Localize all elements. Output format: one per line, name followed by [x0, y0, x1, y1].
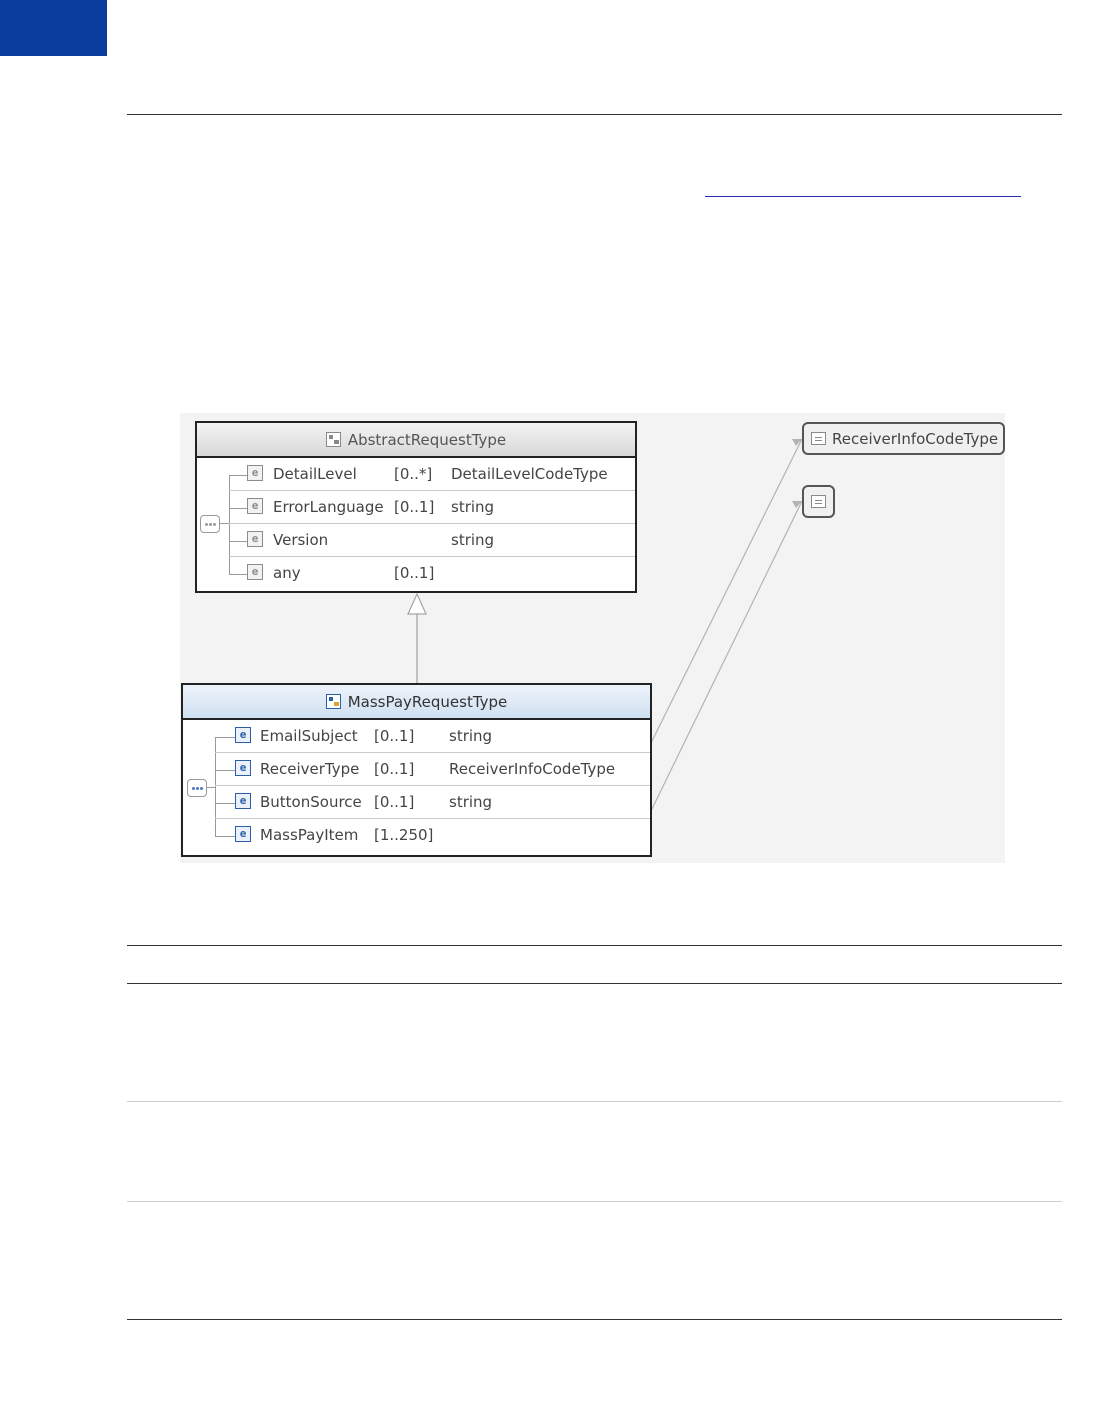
masspay-request-type-header	[183, 685, 650, 719]
abstract-row-version[interactable]	[229, 524, 635, 557]
element-type: string	[451, 498, 495, 516]
table-bottom-rule	[127, 1319, 1062, 1320]
inheritance-arrowhead	[408, 594, 426, 614]
table-row-divider	[127, 1101, 1062, 1102]
anonymous-simple-type-box[interactable]	[802, 485, 835, 518]
element-type: ReceiverInfoCodeType	[449, 760, 616, 778]
sequence-icon	[200, 515, 220, 533]
complex-type-icon	[326, 432, 341, 447]
element-icon: e	[235, 826, 251, 842]
simple-type-icon	[811, 432, 826, 445]
element-cardinality: [0..1]	[374, 727, 415, 745]
wildcard-element-icon: e	[247, 564, 263, 580]
tree-stub	[206, 787, 215, 788]
abstract-request-type-title: AbstractRequestType	[347, 430, 507, 449]
sequence-icon	[187, 779, 207, 797]
element-cardinality: [0..1]	[374, 760, 415, 778]
masspay-row-masspayitem[interactable]	[215, 819, 650, 852]
element-type: DetailLevelCodeType	[451, 465, 608, 483]
element-name: DetailLevel	[273, 465, 357, 483]
element-type: string	[451, 531, 495, 549]
simple-type-icon	[811, 495, 826, 508]
table-header-rule	[127, 983, 1062, 984]
element-cardinality: [0..1]	[394, 498, 435, 516]
element-icon: e	[235, 760, 251, 776]
abstract-row-any[interactable]	[229, 557, 635, 590]
masspay-request-type-title: MassPayRequestType	[347, 692, 508, 711]
element-icon: e	[247, 498, 263, 514]
element-name: ReceiverType	[260, 760, 360, 778]
element-name: EmailSubject	[260, 727, 358, 745]
masspayitem-connector	[651, 501, 802, 811]
receivertype-connector	[651, 439, 802, 743]
masspay-row-buttonsource[interactable]	[215, 786, 650, 819]
element-name: ButtonSource	[260, 793, 362, 811]
element-type: string	[449, 727, 493, 745]
tree-stub	[220, 523, 229, 524]
element-name: any	[273, 564, 301, 582]
receiver-info-code-type-label: ReceiverInfoCodeType	[832, 429, 999, 448]
receiver-info-code-type-box[interactable]	[802, 422, 1005, 455]
element-icon: e	[247, 531, 263, 547]
element-cardinality: [0..1]	[394, 564, 435, 582]
masspay-row-receivertype[interactable]	[215, 753, 650, 786]
element-icon: e	[235, 793, 251, 809]
table-row-divider	[127, 1201, 1062, 1202]
complex-type-icon	[326, 694, 341, 709]
element-icon: e	[247, 465, 263, 481]
header-rule	[127, 114, 1062, 115]
link-underline[interactable]	[705, 196, 1021, 197]
header-tab	[0, 0, 107, 56]
element-cardinality: [0..*]	[394, 465, 433, 483]
schema-diagram	[180, 413, 1005, 863]
element-cardinality: [0..1]	[374, 793, 415, 811]
masspay-request-type-box[interactable]	[181, 683, 652, 857]
element-icon: e	[235, 727, 251, 743]
element-type: string	[449, 793, 493, 811]
element-cardinality: [1..250]	[374, 826, 434, 844]
element-name: ErrorLanguage	[273, 498, 384, 516]
abstract-row-errorlanguage[interactable]	[229, 491, 635, 524]
abstract-request-type-box[interactable]	[195, 421, 637, 593]
element-name: MassPayItem	[260, 826, 359, 844]
abstract-row-detaillevel[interactable]	[229, 458, 635, 491]
table-top-rule	[127, 945, 1062, 946]
masspay-row-emailsubject[interactable]	[215, 720, 650, 753]
element-name: Version	[273, 531, 329, 549]
abstract-request-type-header	[197, 423, 635, 457]
